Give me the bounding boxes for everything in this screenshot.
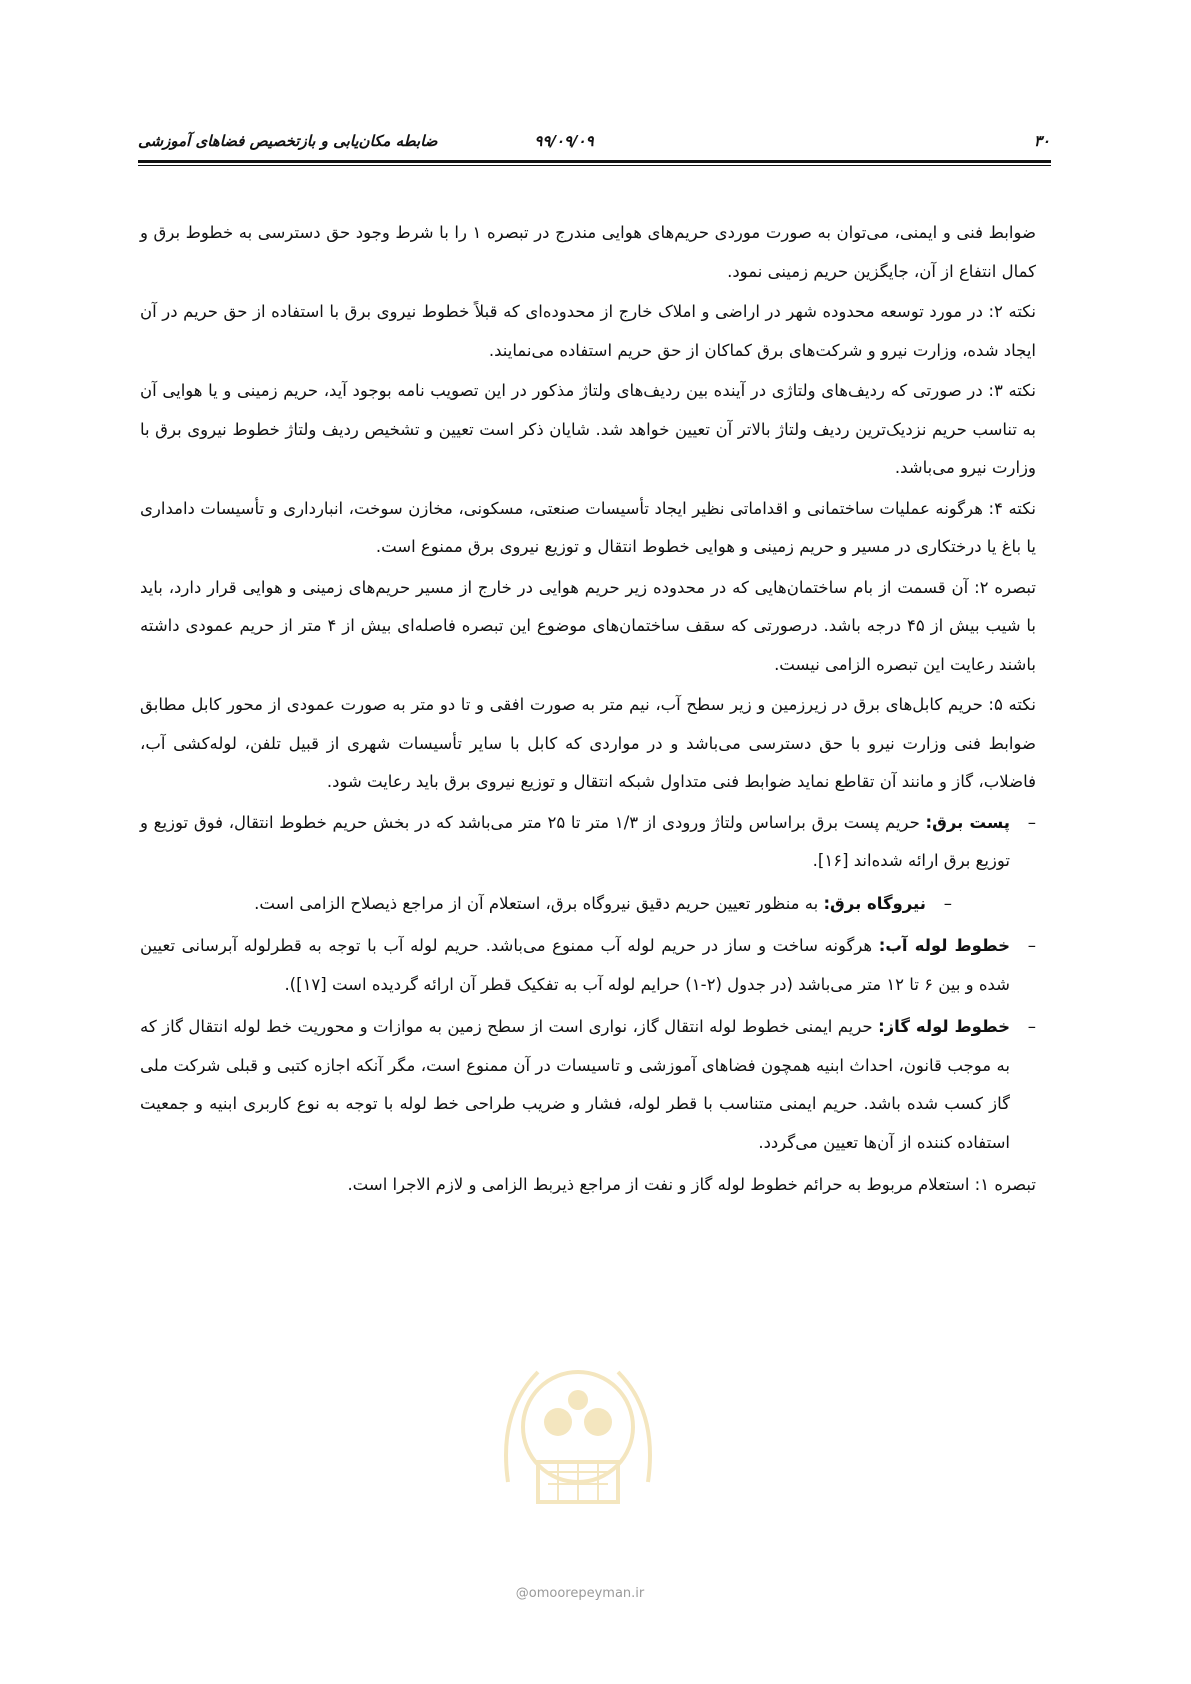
paragraph-note-3: نکته ۳: در صورتی که ردیف‌های ولتاژی در آینده بین ردیف‌های ولتاژ مذکور در این تصویب نامه بوجود آید، حریم زمینی و یا هوایی آن به تناسب حریم نزدیک‌ترین ردیف ولتاژ بالاتر آن تعیین خواهد شد. شایان ذکر است تعیین و تشخیص ردیف ولتاژ خطوط نیروی برق با وزارت نیرو می‌باشد.: [140, 381, 1036, 477]
paragraph-final-note: تبصره ۱: استعلام مربوط به حرائم خطوط لوله گاز و نفت از مراجع ذیربط الزامی و لازم الاجرا است.: [347, 1175, 1036, 1194]
paragraph-note-5: نکته ۵: حریم کابل‌های برق در زیرزمین و زیر سطح آب، نیم متر به صورت افقی و تا دو متر به صورت عمودی از محور کابل مطابق ضوابط فنی وزارت نیرو با حق دسترسی می‌باشد و در مواردی که کابل با سایر تأسیسات شهری از قبیل تلفن، لوله‌کشی آب، فاضلاب، گاز و مانند آن تقاطع نماید ضوابط فنی متداول شبکه انتقال و توزیع نیروی برق باید رعایت شود.: [140, 695, 1037, 791]
paragraph-tabsare-2: تبصره ۲: آن قسمت از بام ساختمان‌هایی که در محدوده زیر حریم هوایی در خارج از مسیر حریم‌های زمینی و هوایی قرار دارد، باید با شیب بیش از ۴۵ درجه باشد. درصورتی که سقف ساختمان‌های موضوع این تبصره فاصله‌ای بیش از ۴ متر از حریم عمودی داشته باشند رعایت این تبصره الزامی نیست.: [140, 577, 1037, 674]
list-item-text: هرگونه ساخت و ساز در حریم لوله آب ممنوع می‌باشد. حریم لوله آب با توجه به قطرلوله آبرسانی تعیین شده و بین ۶ تا ۱۲ متر می‌باشد (در جدول (۲-۱) حرایم لوله آب به تفکیک قطر آن ارائه گردیده است [۱۷]).: [140, 936, 1010, 994]
list-item-text: به منظور تعیین حریم دقیق نیروگاه برق، استعلام آن از مراجع ذیصلاح الزامی است.: [254, 893, 824, 913]
page-number: ۳۰: [1033, 132, 1050, 150]
header-rule-thin: [138, 165, 1051, 166]
list-item-term: خطوط لوله گاز:: [878, 1017, 1010, 1036]
seal-gear-right: [584, 1408, 612, 1436]
document-body: [140, 214, 1036, 1207]
list-item-power-plant: [140, 885, 1036, 924]
page-header: [138, 128, 1050, 158]
seal-gear-top: [568, 1390, 588, 1410]
paragraph-note-2: نکته ۲: در مورد توسعه محدوده شهر در اراضی و املاک خارج از محدوده‌ای که قبلاً خطوط نیروی برق با استفاده از حق حریم در آن ایجاد شده، وزارت نیرو و شرکت‌های برق کماکان از حق حریم استفاده می‌نمایند.: [140, 302, 1036, 360]
header-date: ۹۹/۰۹/۰۹: [534, 132, 594, 150]
header-rule-thick: [138, 160, 1051, 163]
list-item-term: پست برق:: [925, 812, 1011, 832]
list-item-gas-pipe: [140, 1008, 1036, 1162]
list-item-term: خطوط لوله آب:: [878, 936, 1010, 955]
list-item-text: حریم ایمنی خطوط لوله انتقال گاز، نواری است از سطح زمین به موازات و محوریت خط لوله انتقال گاز که به موجب قانون، احداث ابنیه همچون فضاهای آموزشی و تاسیسات در آن ممنوع است، مگر آنکه اجازه کتبی و قبلی شرکت ملی گاز کسب شده باشد. حریم ایمنی متناسب با قطر لوله، فشار و ضریب طراحی خط لوله با توجه به نوع کاربری ابنیه و جمعیت استفاده کننده از آن‌ها تعیین می‌گردد.: [140, 1017, 1010, 1152]
list-item-substation: [140, 804, 1036, 881]
watermark-site: @omoorepeyman.ir: [515, 1586, 645, 1601]
bullet-list: [140, 804, 1036, 1163]
paragraph-note-4: نکته ۴: هرگونه عملیات ساختمانی و اقداماتی نظیر ایجاد تأسیسات صنعتی، مسکونی، مخازن سوخت، انبارداری و تأسیسات دامداری یا باغ یا درختکاری در مسیر و حریم زمینی و هوایی خطوط انتقال و توزیع نیروی برق ممنوع است.: [140, 498, 1036, 556]
seal-gear-left: [544, 1408, 572, 1436]
list-item-text: حریم پست برق براساس ولتاژ ورودی از ۱/۳ متر تا ۲۵ متر می‌باشد که در بخش حریم خطوط انتقال، فوق توزیع و توزیع برق ارائه شده‌اند [۱۶].: [140, 812, 1010, 870]
header-title: ضابطه مکان‌یابی و بازتخصیص فضاهای آموزشی: [138, 132, 438, 150]
list-item-water-pipe: [140, 927, 1036, 1004]
watermark-seal-icon: [478, 1332, 678, 1512]
list-item-term: نیروگاه برق:: [823, 893, 926, 913]
paragraph-continuation: ضوابط فنی و ایمنی، می‌توان به صورت موردی حریم‌های هوایی مندرج در تبصره ۱ را با شرط وجود حق دسترسی به خطوط برق و کمال انتفاع از آن، جایگزین حریم زمینی نمود.: [140, 223, 1037, 281]
